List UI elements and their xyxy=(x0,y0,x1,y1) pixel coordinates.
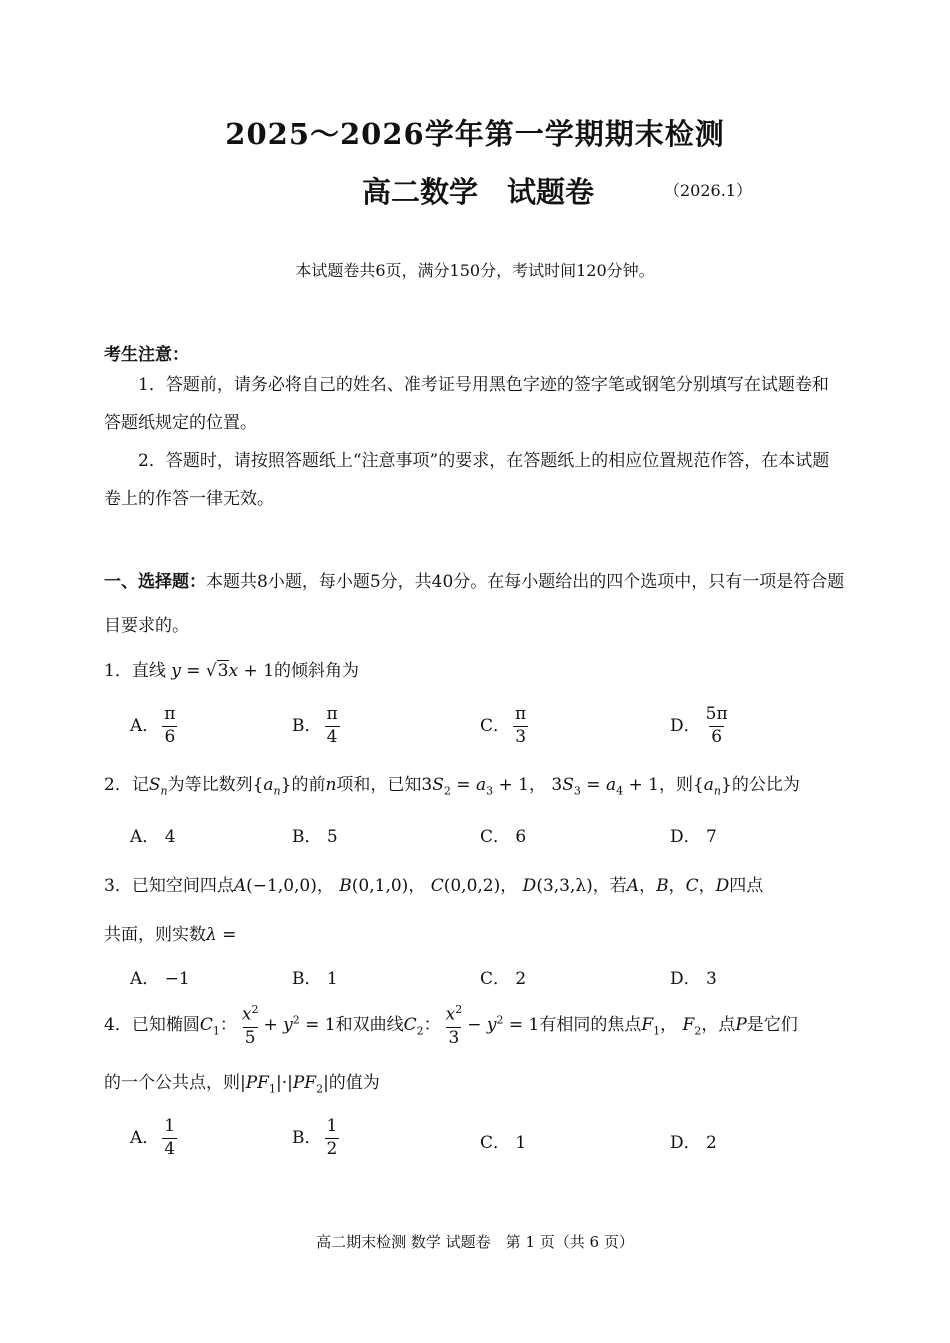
q2-option-c[interactable] xyxy=(480,822,526,847)
denominator: 4 xyxy=(164,1138,176,1159)
fraction: $\frac{x^2}{5}$ xyxy=(241,1003,259,1048)
q3-option-d[interactable] xyxy=(670,964,717,989)
option-value: 6 xyxy=(515,827,527,847)
question-number: 1． xyxy=(104,661,132,681)
q3-option-c[interactable] xyxy=(480,964,526,989)
numerator: 1 xyxy=(326,1116,338,1136)
option-value: 1 xyxy=(326,969,338,989)
question-text: 的前 xyxy=(291,775,326,795)
option-label: A． xyxy=(130,1127,160,1148)
exam-intro: 本试题卷共6页，满分150分，考试时间120分钟。 xyxy=(295,261,655,280)
question-text: 共面，则实数 xyxy=(104,925,206,945)
option-label: C． xyxy=(480,715,511,736)
fraction: $\frac{x^2}{3}$ xyxy=(445,1003,463,1048)
q1-option-b[interactable] xyxy=(292,706,343,747)
denominator: 4 xyxy=(326,726,338,747)
option-label: D． xyxy=(670,969,701,989)
question-2: 2．记$S_n$为等比数列$\{a_n\}$的前n项和，已知$3S_2 = a_3 + 1$， $3S_3 = a_4 + 1$，则$\{a_n\}$的公比为 xyxy=(104,775,800,798)
denominator: 3 xyxy=(515,726,527,747)
question-4: 4．已知椭圆$C_1$： $\frac{x^2}{5}$ + $y^2 = 1$和双曲线$C_2$： $\frac{x^2}{3}$ − $y^2 = 1$有相同的焦点$F_1$， $F_2$，点P是它们 xyxy=(104,1003,798,1048)
q3-option-b[interactable] xyxy=(292,964,338,989)
question-number: 3． xyxy=(104,876,132,896)
q4-option-b[interactable] xyxy=(292,1118,342,1159)
option-label: B． xyxy=(292,969,322,989)
option-label: A． xyxy=(130,827,160,847)
option-value: 2 xyxy=(515,969,527,989)
q3-option-a[interactable] xyxy=(130,964,190,989)
notice-item-1: 1．答题前，请务必将自己的姓名、准考证号用黑色字迹的签字笔或钢笔分别填写在试题卷和答题纸规定的位置。 xyxy=(104,375,829,433)
q4-option-c[interactable] xyxy=(480,1128,526,1153)
fraction xyxy=(704,706,730,747)
question-text: ，点 xyxy=(701,1015,736,1036)
question-text: ，则 xyxy=(658,775,693,795)
fraction xyxy=(513,706,528,747)
question-text: 直线 xyxy=(131,661,166,681)
option-label: C． xyxy=(480,827,511,847)
denominator: 6 xyxy=(711,726,723,747)
question-text: 为等比数列 xyxy=(167,775,253,795)
question-text: 的倾斜角为 xyxy=(274,661,360,681)
q4-option-d[interactable] xyxy=(670,1128,717,1153)
q4-option-a[interactable] xyxy=(130,1118,180,1159)
question-text: 已知空间四点 xyxy=(131,876,234,896)
q1-option-c[interactable] xyxy=(480,706,531,747)
question-text: 的值为 xyxy=(328,1073,380,1093)
question-text: 和双曲线 xyxy=(335,1015,404,1036)
question-text: 的一个公共点，则 xyxy=(104,1073,240,1093)
option-label: D． xyxy=(670,1133,701,1153)
notice-item-2: 2．答题时，请按照答题纸上“注意事项”的要求，在答题纸上的相应位置规范作答，在本试题卷上的作答一律无效。 xyxy=(104,451,830,509)
numerator: π xyxy=(164,704,176,724)
question-number: 2． xyxy=(104,775,132,795)
point-d: (3,3,λ) xyxy=(536,876,593,896)
page-footer: 高二期末检测 数学 试题卷 第 1 页（共 6 页） xyxy=(316,1233,634,1251)
option-label: D． xyxy=(670,715,701,736)
point-c: (0,0,2) xyxy=(443,876,501,896)
option-label: A． xyxy=(130,715,160,736)
question-3: 3．已知空间四点A(−1,0,0)， B(0,1,0)， C(0,0,2)， D(3,3,λ)，若A，B，C，D四点 xyxy=(104,876,764,896)
option-value: 2 xyxy=(706,1133,717,1153)
q1-option-a[interactable] xyxy=(130,706,180,747)
option-label: C． xyxy=(480,1133,511,1153)
q2-option-d[interactable] xyxy=(670,822,717,847)
q2-option-b[interactable] xyxy=(292,822,338,847)
exam-date: （2026.1） xyxy=(664,181,752,200)
question-text: 四点 xyxy=(729,876,764,896)
fraction xyxy=(162,1118,177,1159)
fraction xyxy=(325,706,340,747)
fraction xyxy=(162,706,177,747)
question-text: 有相同的焦点 xyxy=(539,1015,642,1036)
numerator: 5π xyxy=(705,704,728,724)
section-1-label: 一、选择题： xyxy=(104,572,206,592)
denominator: 2 xyxy=(326,1138,338,1159)
denominator: 6 xyxy=(164,726,176,747)
option-label: B． xyxy=(292,1127,322,1148)
question-3-line-2: 共面，则实数λ = xyxy=(104,925,237,945)
option-value: 3 xyxy=(706,969,717,989)
question-text: ，若 xyxy=(592,876,627,896)
question-text: 项和，已知 xyxy=(336,775,422,795)
option-value: −1 xyxy=(164,969,190,989)
option-value: 7 xyxy=(706,827,717,847)
option-value: 1 xyxy=(515,1133,527,1153)
question-4-line-2: 的一个公共点，则$|PF_1|\cdot|PF_2|$的值为 xyxy=(104,1073,380,1096)
option-label: C． xyxy=(480,969,511,989)
math-line-equation: y = √3x + 1 xyxy=(171,661,275,681)
option-value: 5 xyxy=(326,827,338,847)
question-number: 4． xyxy=(104,1015,132,1036)
question-text: 已知椭圆 xyxy=(131,1015,200,1036)
section-1-text: 本题共8小题，每小题5分，共40分。在每小题给出的四个选项中，只有一项是符合题目要求的。 xyxy=(104,572,845,636)
option-label: D． xyxy=(670,827,701,847)
option-label: B． xyxy=(292,715,322,736)
point-b: (0,1,0) xyxy=(351,876,409,896)
numerator: π xyxy=(326,704,338,724)
exam-title: 2025～2026学年第一学期期末检测 xyxy=(225,117,725,151)
numerator: π xyxy=(515,704,527,724)
question-1 xyxy=(104,656,359,681)
point-a: (−1,0,0) xyxy=(246,876,317,896)
numerator: 1 xyxy=(164,1116,176,1136)
question-text: 的公比为 xyxy=(731,775,800,795)
option-label: A． xyxy=(130,969,160,989)
question-text: ， xyxy=(528,775,546,795)
notice-heading: 考生注意： xyxy=(104,345,189,365)
exam-subtitle: 高二数学 试题卷 xyxy=(362,175,595,209)
q1-option-d[interactable] xyxy=(670,706,733,747)
question-text: 是它们 xyxy=(746,1015,798,1036)
option-value: 4 xyxy=(164,827,176,847)
fraction xyxy=(325,1118,340,1159)
section-1-instructions xyxy=(104,560,852,648)
q2-option-a[interactable] xyxy=(130,822,176,847)
question-text: 记 xyxy=(131,775,149,795)
option-label: B． xyxy=(292,827,322,847)
